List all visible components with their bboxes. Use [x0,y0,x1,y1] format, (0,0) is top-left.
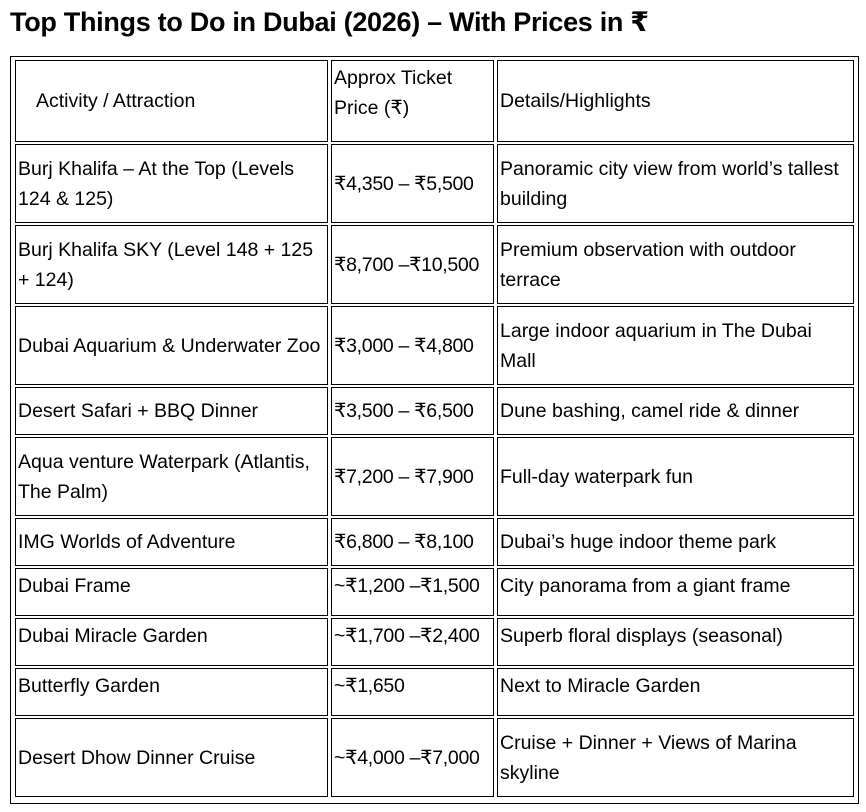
table-row [15,144,854,223]
attractions-table [12,58,857,799]
table-row [15,225,854,304]
cell-details: Superb floral displays (seasonal) [497,618,854,666]
cell-price: ₹7,200 – ₹7,900 [331,437,494,516]
cell-price: ~₹1,200 –₹1,500 [331,568,494,616]
cell-price: ₹8,700 –₹10,500 [331,225,494,304]
cell-details: Large indoor aquarium in The Dubai Mall [497,306,854,385]
table-row [15,437,854,516]
cell-details: Dune bashing, camel ride & dinner [497,387,854,435]
cell-price: ₹6,800 – ₹8,100 [331,518,494,566]
cell-details: Next to Miracle Garden [497,668,854,716]
table-row [15,568,854,616]
cell-price: ₹4,350 – ₹5,500 [331,144,494,223]
cell-details: Panoramic city view from world’s tallest building [497,144,854,223]
header-price: Approx Ticket Price (₹) [331,60,494,142]
cell-activity: Burj Khalifa SKY (Level 148 + 125 + 124) [15,225,328,304]
cell-details: Dubai’s huge indoor theme park [497,518,854,566]
table-row [15,306,854,385]
cell-price: ₹3,000 – ₹4,800 [331,306,494,385]
table-row [15,518,854,566]
header-activity: Activity / Attraction [15,60,328,142]
attractions-table-frame [10,56,859,804]
cell-details: Premium observation with outdoor terrace [497,225,854,304]
cell-activity: Dubai Aquarium & Underwater Zoo [15,306,328,385]
page-title: Top Things to Do in Dubai (2026) – With Prices in ₹ [10,7,649,37]
cell-activity: Dubai Frame [15,568,328,616]
cell-price: ~₹1,700 –₹2,400 [331,618,494,666]
cell-price: ₹3,500 – ₹6,500 [331,387,494,435]
table-row [15,718,854,797]
cell-activity: Desert Safari + BBQ Dinner [15,387,328,435]
cell-activity: Aqua venture Waterpark (Atlantis, The Palm) [15,437,328,516]
cell-activity: Butterfly Garden [15,668,328,716]
cell-activity: IMG Worlds of Adventure [15,518,328,566]
cell-activity: Burj Khalifa – At the Top (Levels 124 & 125) [15,144,328,223]
table-row [15,387,854,435]
cell-price: ~₹4,000 –₹7,000 [331,718,494,797]
table-row [15,668,854,716]
cell-details: Cruise + Dinner + Views of Marina skyline [497,718,854,797]
table-header-row [15,60,854,142]
header-details: Details/Highlights [497,60,854,142]
cell-activity: Desert Dhow Dinner Cruise [15,718,328,797]
cell-details: Full-day waterpark fun [497,437,854,516]
cell-price: ~₹1,650 [331,668,494,716]
cell-activity: Dubai Miracle Garden [15,618,328,666]
cell-details: City panorama from a giant frame [497,568,854,616]
table-row [15,618,854,666]
